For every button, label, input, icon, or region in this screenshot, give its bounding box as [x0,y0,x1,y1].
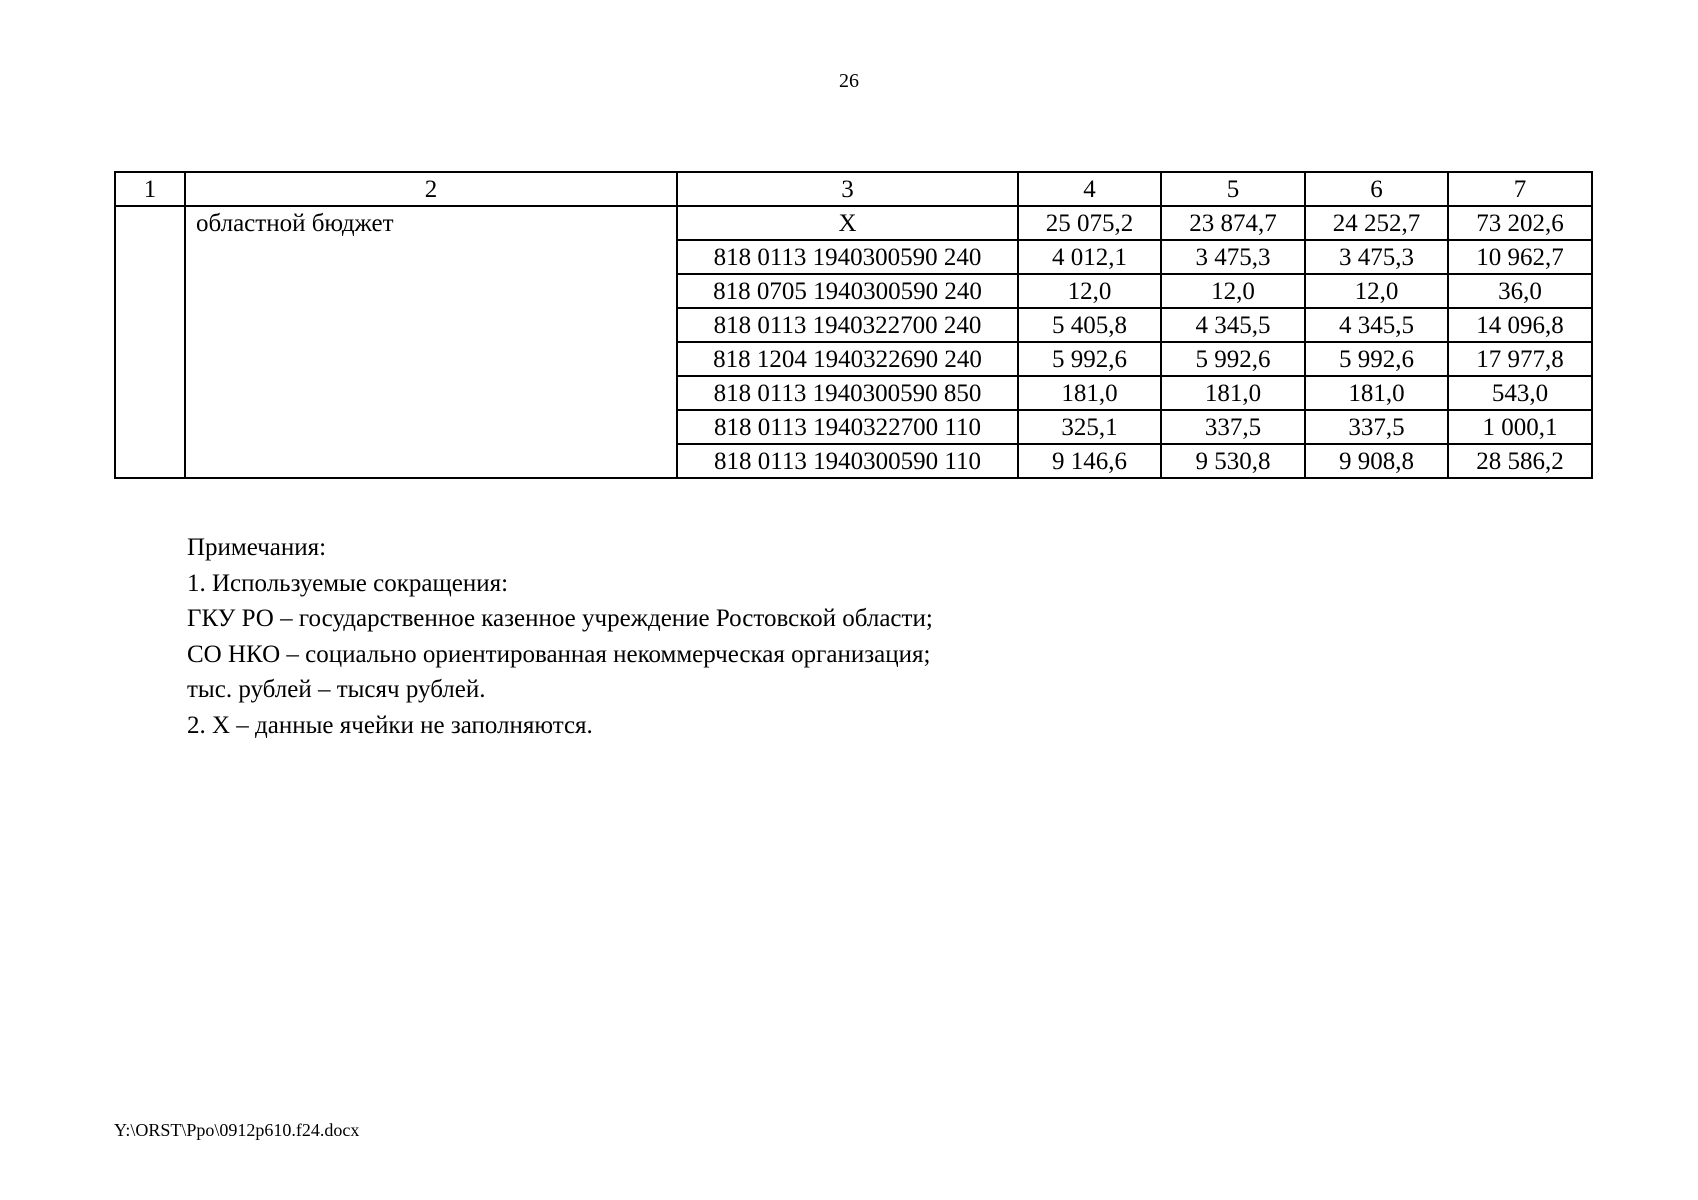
value-cell-col4: 325,1 [1018,410,1161,444]
header-cell: 6 [1305,172,1448,206]
value-cell-col4: 9 146,6 [1018,444,1161,478]
note-line: 1. Используемые сокращения: [187,569,509,597]
value-cell-col7: 1 000,1 [1448,410,1592,444]
value-cell-col7: 543,0 [1448,376,1592,410]
value-cell-col4: 4 012,1 [1018,240,1161,274]
budget-code-cell: 818 0113 1940322700 110 [677,410,1018,444]
value-cell-col5: 181,0 [1161,376,1305,410]
value-cell-col6: 337,5 [1305,410,1448,444]
table-row [115,206,1592,240]
row-number-cell [115,206,185,478]
value-cell-col4: 5 405,8 [1018,308,1161,342]
budget-code-cell: 818 0113 1940300590 110 [677,444,1018,478]
value-cell-col5: 23 874,7 [1161,206,1305,240]
notes-section [187,530,933,743]
value-cell-col7: 10 962,7 [1448,240,1592,274]
budget-code-cell: 818 0113 1940300590 850 [677,376,1018,410]
value-cell-col5: 9 530,8 [1161,444,1305,478]
header-cell: 2 [185,172,677,206]
value-cell-col7: 17 977,8 [1448,342,1592,376]
budget-code-cell: 818 1204 1940322690 240 [677,342,1018,376]
header-cell: 1 [115,172,185,206]
notes-title: Примечания: [187,534,327,561]
header-cell: 4 [1018,172,1161,206]
value-cell-col6: 24 252,7 [1305,206,1448,240]
value-cell-col6: 4 345,5 [1305,308,1448,342]
value-cell-col7: 14 096,8 [1448,308,1592,342]
value-cell-col7: 28 586,2 [1448,444,1592,478]
note-line: ГКУ РО – государственное казенное учреждение Ростовской области; [187,605,933,632]
value-cell-col7: 36,0 [1448,274,1592,308]
value-cell-col6: 9 908,8 [1305,444,1448,478]
header-cell: 3 [677,172,1018,206]
value-cell-col7: 73 202,6 [1448,206,1592,240]
value-cell-col5: 4 345,5 [1161,308,1305,342]
budget-code-cell: Х [677,206,1018,240]
value-cell-col5: 3 475,3 [1161,240,1305,274]
table-header-row [115,172,1592,206]
value-cell-col5: 5 992,6 [1161,342,1305,376]
budget-table [114,171,1593,479]
value-cell-col5: 12,0 [1161,274,1305,308]
value-cell-col6: 12,0 [1305,274,1448,308]
note-line: СО НКО – социально ориентированная некоммерческая организация; [187,640,931,668]
budget-code-cell: 818 0113 1940300590 240 [677,240,1018,274]
note-line: тыс. рублей – тысяч рублей. [187,676,486,703]
value-cell-col4: 5 992,6 [1018,342,1161,376]
budget-code-cell: 818 0705 1940300590 240 [677,274,1018,308]
value-cell-col4: 12,0 [1018,274,1161,308]
budget-source-name: областной бюджет [185,206,677,478]
value-cell-col6: 181,0 [1305,376,1448,410]
value-cell-col6: 5 992,6 [1305,342,1448,376]
value-cell-col6: 3 475,3 [1305,240,1448,274]
value-cell-col5: 337,5 [1161,410,1305,444]
value-cell-col4: 181,0 [1018,376,1161,410]
value-cell-col4: 25 075,2 [1018,206,1161,240]
budget-code-cell: 818 0113 1940322700 240 [677,308,1018,342]
header-cell: 7 [1448,172,1592,206]
page-number: 26 [839,70,859,92]
note-line: 2. Х – данные ячейки не заполняются. [187,711,593,739]
footer-file-path: Y:\ORST\Ppo\0912p610.f24.docx [114,1120,360,1140]
header-cell: 5 [1161,172,1305,206]
